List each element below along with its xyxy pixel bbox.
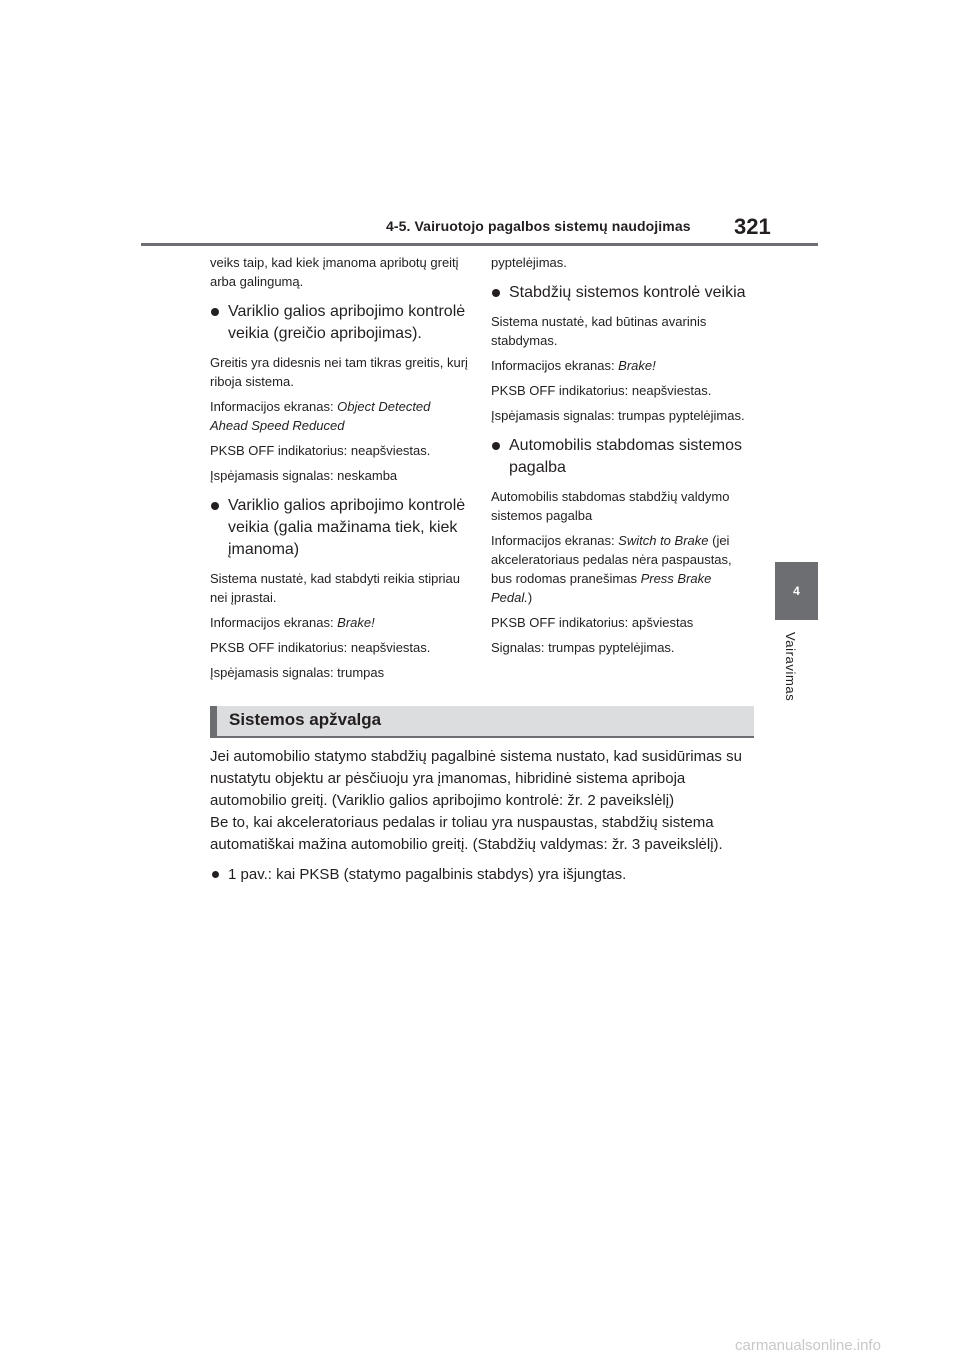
display-label: Informacijos ekranas: [210,615,338,630]
display-note: (jei akceleratoriaus pedalas nėra paspaustas, bus rodomas pranešimas [491,533,732,586]
item-heading [210,301,468,345]
figure-note [210,864,760,886]
item-description: Sistema nustatė, kad stabdyti reikia stipriau nei įprastai. [210,571,461,605]
display-value: Brake! [618,358,656,373]
display-note-value: Press Brake Pedal. [491,571,712,605]
display-value: Brake! [337,615,375,630]
bullet-icon [211,502,219,510]
section-title: Sistemos apžvalga [229,710,382,729]
section-heading-bar [210,706,754,738]
continuation-text: pyptelėjimas. [491,255,567,270]
body-paragraph: Be to, kai akceleratoriaus pedalas ir toliau yra nuspaustas, stabdžių sistema automatiškai mažina automobilio greitį. (Stabdžių valdymas: žr. 3 paveikslėlį). [210,814,723,853]
item-description: Sistema nustatė, kad būtinas avarinis stabdymas. [491,314,707,348]
display-value: Object Detected Ahead Speed Reduced [210,399,431,433]
indicator-status: PKSB OFF indikatorius: neapšviestas. [210,640,431,655]
left-column [210,253,468,688]
display-message [491,356,756,375]
warning-signal: Įspėjamasis signalas: trumpas pyptelėjimas. [491,408,745,423]
watermark: carmanualsonline.info [735,1337,881,1354]
bullet-icon [492,442,500,450]
body-paragraph: Jei automobilio statymo stabdžių pagalbinė sistema nustato, kad susidūrimas su nustatytu objektu ar pėsčiuoju yra įmanomas, hibridinė sistema apriboja automobilio greitį. (Variklio galios apribojimo kontrolė: žr. 2 paveikslėlį) [210,748,742,809]
item-heading-text: Automobilis stabdomas sistemos pagalba [509,437,742,476]
page-number: 321 [734,214,771,239]
item-heading-text: Variklio galios apribojimo kontrolė veikia (greičio apribojimas). [228,303,466,342]
display-label: Informacijos ekranas: [210,399,338,414]
right-column [491,253,756,663]
indicator-status: PKSB OFF indikatorius: neapšviestas. [210,443,431,458]
display-label: Informacijos ekranas: [491,533,619,548]
intro-text: veiks taip, kad kiek įmanoma apribotų greitį arba galingumą. [210,255,459,289]
header-divider [141,243,818,246]
bullet-icon [211,308,219,316]
display-note-end: ) [527,590,533,605]
chapter-tab[interactable] [775,562,818,620]
item-heading [491,435,756,479]
running-header-title: 4-5. Vairuotojo pagalbos sistemų naudojimas [386,218,691,234]
display-message [491,531,756,607]
warning-signal: Įspėjamasis signalas: neskamba [210,468,398,483]
item-heading [491,282,756,304]
item-heading-text: Stabdžių sistemos kontrolė veikia [509,284,746,301]
section-body [210,746,760,886]
figure-note-text: 1 pav.: kai PKSB (statymo pagalbinis stabdys) yra išjungtas. [228,866,627,883]
warning-signal: Įspėjamasis signalas: trumpas [210,665,385,680]
indicator-status: PKSB OFF indikatorius: apšviestas [491,615,694,630]
display-message [210,613,468,632]
warning-signal: Signalas: trumpas pyptelėjimas. [491,640,675,655]
chapter-number: 4 [793,584,800,598]
display-value: Switch to Brake [618,533,709,548]
item-description: Greitis yra didesnis nei tam tikras greitis, kurį riboja sistema. [210,355,468,389]
bullet-icon [492,289,500,297]
indicator-status: PKSB OFF indikatorius: neapšviestas. [491,383,712,398]
display-label: Informacijos ekranas: [491,358,619,373]
item-description: Automobilis stabdomas stabdžių valdymo sistemos pagalba [491,489,730,523]
chapter-label: Vairavimas [783,632,798,702]
item-heading [210,495,468,561]
bullet-icon [212,871,219,878]
item-heading-text: Variklio galios apribojimo kontrolė veikia (galia mažinama tiek, kiek įmanoma) [228,497,466,558]
display-message [210,397,468,435]
